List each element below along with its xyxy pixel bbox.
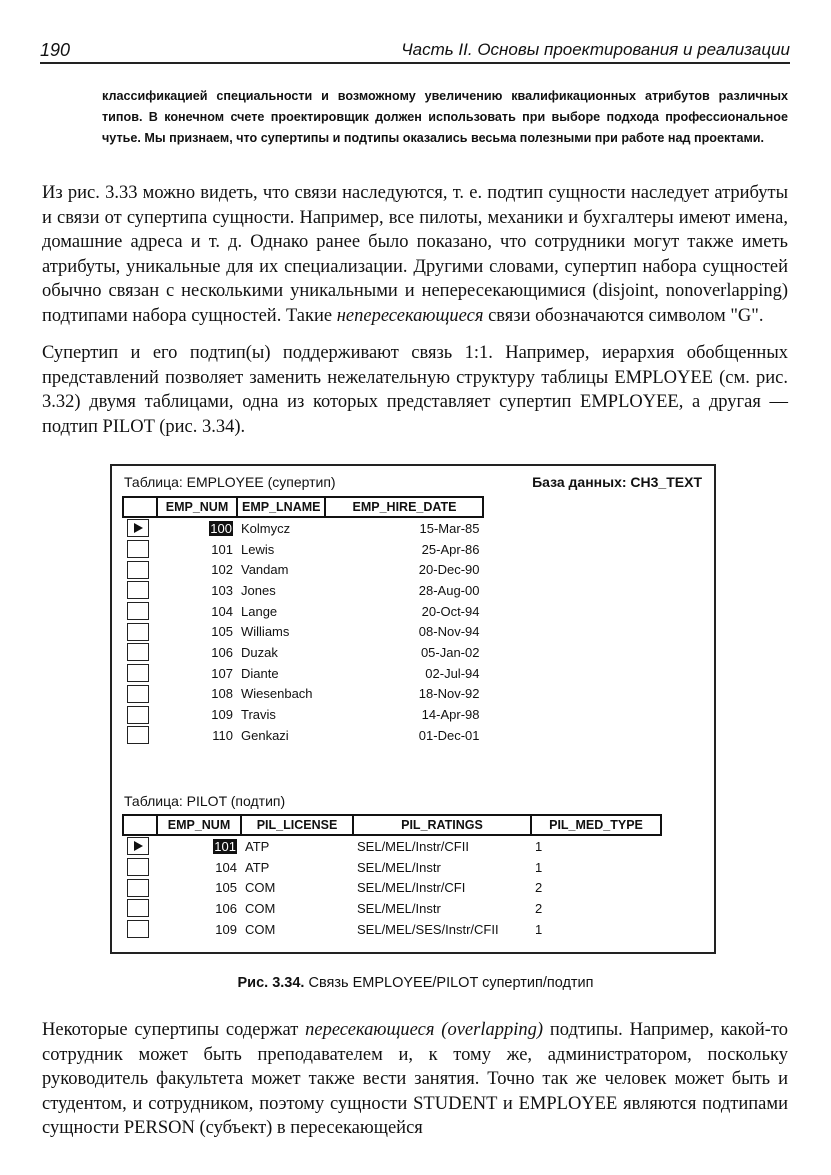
employee-table-label: Таблица: EMPLOYEE (супертип) xyxy=(124,474,336,490)
cell-emp-hire-date[interactable]: 20-Oct-94 xyxy=(421,603,480,619)
row-selector[interactable] xyxy=(123,539,157,560)
table-row[interactable] xyxy=(123,663,483,684)
row-selector[interactable] xyxy=(123,835,157,857)
cell-emp-lname[interactable]: Jones xyxy=(241,582,276,598)
record-selector-icon[interactable] xyxy=(127,706,149,724)
row-selector[interactable] xyxy=(123,857,157,878)
row-selector[interactable] xyxy=(123,642,157,663)
paragraph-2: Супертип и его подтип(ы) поддерживают связь 1:1. Например, иерархия обобщенных представлений позволяет заменить нежелательную структуру таблицы EMPLOYEE (см. рис. 3.32) двумя таблицами, одна из которых представляет супертип EMPLOYEE, а другая — подтип PILOT (рис. 3.34). xyxy=(42,343,788,437)
cell-emp-hire-date[interactable]: 20-Dec-90 xyxy=(418,562,480,578)
row-selector[interactable] xyxy=(123,621,157,642)
emphasis: непересекающиеся xyxy=(336,305,484,326)
row-selector[interactable] xyxy=(123,725,157,746)
table-row[interactable] xyxy=(123,601,483,622)
record-selector-icon[interactable] xyxy=(127,540,149,558)
column-header-pil-license[interactable]: PIL_LICENSE xyxy=(241,815,353,835)
cell-emp-num[interactable]: 105 xyxy=(215,880,237,896)
column-header-emp-hire-date[interactable]: EMP_HIRE_DATE xyxy=(325,497,483,517)
row-selector-header[interactable] xyxy=(123,497,157,517)
table-row[interactable] xyxy=(123,835,661,857)
page-number: 190 xyxy=(40,40,71,60)
table-row[interactable] xyxy=(123,621,483,642)
table-row[interactable] xyxy=(123,919,661,940)
row-selector[interactable] xyxy=(123,580,157,601)
cell-emp-num[interactable]: 104 xyxy=(211,603,233,619)
cell-pil-med-type[interactable]: 1 xyxy=(535,838,543,854)
table-row[interactable] xyxy=(123,559,483,580)
paragraph-3: Некоторые супертипы содержат пересекающиеся (overlapping) подтипы. Например, какой-то сотрудник может быть преподавателем и, к тому же, администратором, поскольку руководитель факультета может также вести занятия. Точно так же человек может быть и студентом, и сотрудником, поэтому сущности STUDENT и EMPLOYEE являются подтипами сущности PERSON (субъект) в пересекающейся xyxy=(42,1020,788,1139)
cell-emp-lname[interactable]: Travis xyxy=(241,707,276,723)
table-row[interactable] xyxy=(123,684,483,705)
row-selector[interactable] xyxy=(123,559,157,580)
cell-pil-ratings[interactable]: SEL/MEL/SES/Instr/CFII xyxy=(357,921,499,937)
cell-emp-lname[interactable]: Kolmycz xyxy=(241,520,291,536)
record-selector-icon[interactable] xyxy=(127,685,149,703)
database-label: База данных: CH3_TEXT xyxy=(532,474,702,490)
table-row[interactable] xyxy=(123,725,483,746)
cell-emp-hire-date[interactable]: 02-Jul-94 xyxy=(425,665,480,681)
cell-emp-num[interactable]: 108 xyxy=(211,686,233,702)
table-row[interactable] xyxy=(123,580,483,601)
current-record-arrow-icon[interactable] xyxy=(127,837,149,855)
cell-pil-license[interactable]: COM xyxy=(245,880,276,896)
note-block: классификацией специальности и возможному увеличению квалификационных атрибутов различных типов. В конечном счете проектировщик должен использовать при выборе подхода профессиональное чутье. Мы признаем, что супертипы и подтипы оказались весьма полезными при работе над проектами. xyxy=(102,89,788,145)
cell-pil-med-type[interactable]: 1 xyxy=(535,921,543,937)
row-selector[interactable] xyxy=(123,663,157,684)
row-selector[interactable] xyxy=(123,898,157,919)
cell-emp-num[interactable]: 100 xyxy=(210,520,232,536)
table-row[interactable] xyxy=(123,517,483,539)
table-row[interactable] xyxy=(123,898,661,919)
column-header-emp-num[interactable]: EMP_NUM xyxy=(157,497,237,517)
table-row[interactable] xyxy=(123,704,483,725)
cell-emp-lname[interactable]: Diante xyxy=(241,665,279,681)
cell-emp-hire-date[interactable]: 25-Apr-86 xyxy=(421,541,480,557)
cell-emp-num[interactable]: 110 xyxy=(212,727,233,743)
row-selector[interactable] xyxy=(123,601,157,622)
row-selector-header[interactable] xyxy=(123,815,157,835)
record-selector-icon[interactable] xyxy=(127,899,149,917)
table-row[interactable] xyxy=(123,877,661,898)
cell-emp-num[interactable]: 101 xyxy=(211,541,233,557)
cell-pil-ratings[interactable]: SEL/MEL/Instr xyxy=(357,900,441,916)
chapter-title: Часть II. Основы проектирования и реализации xyxy=(401,40,790,59)
current-record-arrow-icon[interactable] xyxy=(127,519,149,537)
record-selector-icon[interactable] xyxy=(127,664,149,682)
column-header-emp-num[interactable]: EMP_NUM xyxy=(157,815,241,835)
paragraph-1: Из рис. 3.33 можно видеть, что связи наследуются, т. е. подтип сущности наследует атрибуты и связи от супертипа сущности. Например, все пилоты, механики и бухгалтеры имеют имена, домашние адреса и т. д. Однако ранее было показано, что сотрудники могут также иметь атрибуты, уникальные для их специализации. Другими словами, супертип набора сущностей обычно связан с несколькими уникальными и непересекающимися (disjoint, nonoverlapping) подтипами набора сущностей. Такие непересекающиеся связи обозначаются символом "G". xyxy=(42,183,788,326)
cell-emp-hire-date[interactable]: 05-Jan-02 xyxy=(420,644,480,660)
column-header-pil-med-type[interactable]: PIL_MED_TYPE xyxy=(531,815,661,835)
cell-pil-license[interactable]: COM xyxy=(245,900,276,916)
cell-pil-license[interactable]: ATP xyxy=(245,859,270,875)
record-selector-icon[interactable] xyxy=(127,858,149,876)
row-selector[interactable] xyxy=(123,704,157,725)
cell-emp-hire-date[interactable]: 15-Mar-85 xyxy=(419,520,480,536)
cell-emp-lname[interactable]: Williams xyxy=(241,624,290,640)
record-selector-icon[interactable] xyxy=(127,920,149,938)
cell-emp-num[interactable]: 105 xyxy=(211,624,233,640)
cell-emp-lname[interactable]: Lewis xyxy=(241,541,275,557)
cell-pil-med-type[interactable]: 2 xyxy=(535,900,543,916)
cell-pil-ratings[interactable]: SEL/MEL/Instr/CFI xyxy=(357,880,466,896)
cell-pil-license[interactable]: COM xyxy=(245,921,276,937)
cell-pil-med-type[interactable]: 1 xyxy=(535,859,543,875)
row-selector[interactable] xyxy=(123,877,157,898)
cell-emp-hire-date[interactable]: 08-Nov-94 xyxy=(418,624,480,640)
cell-emp-lname[interactable]: Vandam xyxy=(241,562,289,578)
row-selector[interactable] xyxy=(123,919,157,940)
cell-pil-med-type[interactable]: 2 xyxy=(535,880,543,896)
cell-emp-lname[interactable]: Genkazi xyxy=(241,727,289,743)
column-header-pil-ratings[interactable]: PIL_RATINGS xyxy=(353,815,531,835)
cell-pil-ratings[interactable]: SEL/MEL/Instr xyxy=(357,859,441,875)
cell-emp-hire-date[interactable]: 01-Dec-01 xyxy=(418,727,480,743)
employee-table xyxy=(122,496,484,746)
cell-emp-num[interactable]: 106 xyxy=(215,900,237,916)
cell-emp-lname[interactable]: Wiesenbach xyxy=(241,686,313,702)
record-selector-icon[interactable] xyxy=(127,726,149,744)
column-header-emp-lname[interactable]: EMP_LNAME xyxy=(237,497,325,517)
cell-emp-num[interactable]: 109 xyxy=(215,921,237,937)
pilot-table xyxy=(122,814,662,939)
cell-emp-hire-date[interactable]: 28-Aug-00 xyxy=(418,582,480,598)
cell-emp-num[interactable]: 109 xyxy=(211,707,233,723)
table-row[interactable] xyxy=(123,857,661,878)
row-selector[interactable] xyxy=(123,517,157,539)
figure-3-34 xyxy=(110,464,716,954)
cell-emp-lname[interactable]: Lange xyxy=(241,603,278,619)
pilot-table-label: Таблица: PILOT (подтип) xyxy=(124,793,286,809)
record-selector-icon[interactable] xyxy=(127,643,149,661)
cell-emp-num[interactable]: 101 xyxy=(214,838,236,854)
cell-emp-lname[interactable]: Duzak xyxy=(241,644,278,660)
cell-emp-num[interactable]: 107 xyxy=(211,665,233,681)
record-selector-icon[interactable] xyxy=(127,623,149,641)
emphasis: пересекающиеся (overlapping) xyxy=(305,1020,544,1040)
cell-emp-num[interactable]: 103 xyxy=(211,582,233,598)
table-row[interactable] xyxy=(123,539,483,560)
running-head xyxy=(40,38,790,64)
table-row[interactable] xyxy=(123,642,483,663)
cell-emp-num[interactable]: 106 xyxy=(211,644,233,660)
record-selector-icon[interactable] xyxy=(127,879,149,897)
record-selector-icon[interactable] xyxy=(127,602,149,620)
cell-emp-hire-date[interactable]: 14-Apr-98 xyxy=(421,707,480,723)
caption-number: Рис. 3.34. xyxy=(237,975,305,991)
row-selector[interactable] xyxy=(123,684,157,705)
figure-caption xyxy=(0,975,831,991)
caption-text: Связь EMPLOYEE/PILOT супертип/подтип xyxy=(304,975,594,991)
cell-emp-hire-date[interactable]: 18-Nov-92 xyxy=(418,686,480,702)
record-selector-icon[interactable] xyxy=(127,561,149,579)
record-selector-icon[interactable] xyxy=(127,581,149,599)
cell-pil-ratings[interactable]: SEL/MEL/Instr/CFII xyxy=(357,838,469,854)
cell-emp-num[interactable]: 102 xyxy=(211,562,233,578)
cell-pil-license[interactable]: ATP xyxy=(245,838,270,854)
cell-emp-num[interactable]: 104 xyxy=(215,859,237,875)
